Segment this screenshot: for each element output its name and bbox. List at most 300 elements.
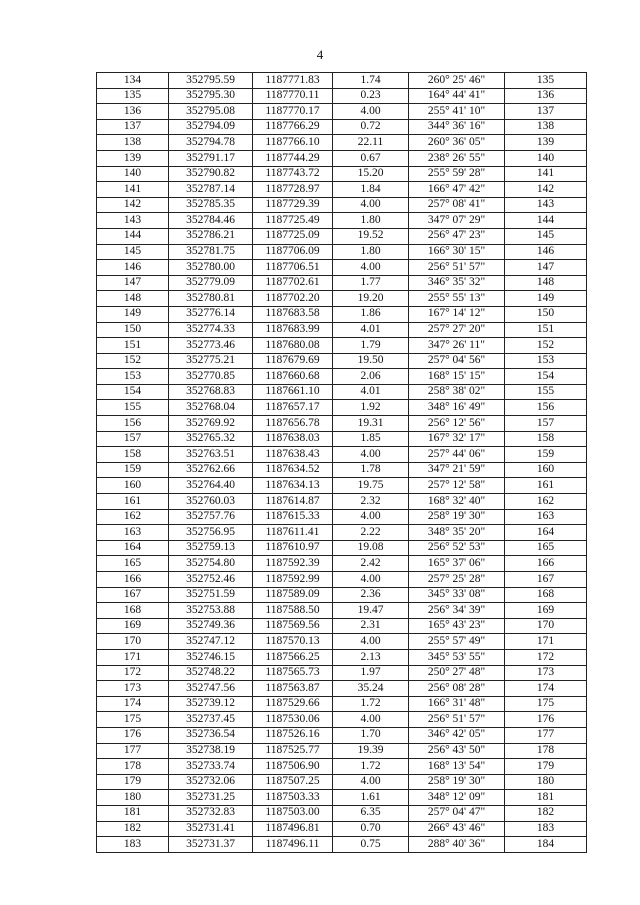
x-coordinate-cell: 352781.75 xyxy=(169,244,253,260)
distance-cell: 0.72 xyxy=(333,119,409,135)
point-number-cell: 153 xyxy=(97,369,169,385)
y-coordinate-cell: 1187679.69 xyxy=(253,353,333,369)
distance-cell: 1.78 xyxy=(333,462,409,478)
bearing-cell: 257° 44' 06" xyxy=(409,447,505,463)
next-point-cell: 144 xyxy=(505,213,587,229)
table-row xyxy=(97,104,587,120)
next-point-cell: 178 xyxy=(505,743,587,759)
table-row xyxy=(97,228,587,244)
next-point-cell: 169 xyxy=(505,603,587,619)
distance-cell: 4.01 xyxy=(333,322,409,338)
distance-cell: 6.35 xyxy=(333,805,409,821)
y-coordinate-cell: 1187503.33 xyxy=(253,790,333,806)
bearing-cell: 168° 13' 54" xyxy=(409,759,505,775)
distance-cell: 4.00 xyxy=(333,712,409,728)
bearing-cell: 346° 42' 05" xyxy=(409,727,505,743)
distance-cell: 15.20 xyxy=(333,166,409,182)
next-point-cell: 174 xyxy=(505,681,587,697)
bearing-cell: 348° 16' 49" xyxy=(409,400,505,416)
distance-cell: 4.00 xyxy=(333,447,409,463)
distance-cell: 0.75 xyxy=(333,837,409,853)
bearing-cell: 256° 51' 57" xyxy=(409,712,505,728)
table-row xyxy=(97,696,587,712)
table-row xyxy=(97,649,587,665)
point-number-cell: 169 xyxy=(97,618,169,634)
y-coordinate-cell: 1187680.08 xyxy=(253,338,333,354)
point-number-cell: 146 xyxy=(97,260,169,276)
next-point-cell: 165 xyxy=(505,540,587,556)
bearing-cell: 258° 19' 30" xyxy=(409,509,505,525)
x-coordinate-cell: 352756.95 xyxy=(169,525,253,541)
next-point-cell: 184 xyxy=(505,837,587,853)
table-row xyxy=(97,634,587,650)
point-number-cell: 180 xyxy=(97,790,169,806)
bearing-cell: 256° 43' 50" xyxy=(409,743,505,759)
table-body xyxy=(97,73,587,853)
table-row xyxy=(97,665,587,681)
table-row xyxy=(97,275,587,291)
distance-cell: 4.00 xyxy=(333,260,409,276)
x-coordinate-cell: 352753.88 xyxy=(169,603,253,619)
table-row xyxy=(97,306,587,322)
table-row xyxy=(97,197,587,213)
bearing-cell: 166° 47' 42" xyxy=(409,182,505,198)
y-coordinate-cell: 1187656.78 xyxy=(253,416,333,432)
point-number-cell: 147 xyxy=(97,275,169,291)
next-point-cell: 148 xyxy=(505,275,587,291)
y-coordinate-cell: 1187506.90 xyxy=(253,759,333,775)
x-coordinate-cell: 352773.46 xyxy=(169,338,253,354)
bearing-cell: 257° 08' 41" xyxy=(409,197,505,213)
bearing-cell: 257° 12' 58" xyxy=(409,478,505,494)
point-number-cell: 175 xyxy=(97,712,169,728)
distance-cell: 1.72 xyxy=(333,696,409,712)
table-row xyxy=(97,244,587,260)
next-point-cell: 161 xyxy=(505,478,587,494)
next-point-cell: 141 xyxy=(505,166,587,182)
table-row xyxy=(97,416,587,432)
table-row xyxy=(97,88,587,104)
x-coordinate-cell: 352751.59 xyxy=(169,587,253,603)
point-number-cell: 158 xyxy=(97,447,169,463)
next-point-cell: 162 xyxy=(505,494,587,510)
table-row xyxy=(97,213,587,229)
x-coordinate-cell: 352769.92 xyxy=(169,416,253,432)
distance-cell: 19.75 xyxy=(333,478,409,494)
distance-cell: 1.86 xyxy=(333,306,409,322)
point-number-cell: 163 xyxy=(97,525,169,541)
next-point-cell: 136 xyxy=(505,88,587,104)
distance-cell: 4.00 xyxy=(333,774,409,790)
next-point-cell: 172 xyxy=(505,649,587,665)
y-coordinate-cell: 1187683.58 xyxy=(253,306,333,322)
table-row xyxy=(97,322,587,338)
bearing-cell: 165° 37' 06" xyxy=(409,556,505,572)
bearing-cell: 347° 07' 29" xyxy=(409,213,505,229)
x-coordinate-cell: 352768.83 xyxy=(169,384,253,400)
table-row xyxy=(97,135,587,151)
point-number-cell: 138 xyxy=(97,135,169,151)
table-row xyxy=(97,774,587,790)
bearing-cell: 238° 26' 55" xyxy=(409,150,505,166)
distance-cell: 1.79 xyxy=(333,338,409,354)
point-number-cell: 161 xyxy=(97,494,169,510)
point-number-cell: 174 xyxy=(97,696,169,712)
table-row xyxy=(97,805,587,821)
coordinates-table xyxy=(96,72,587,853)
bearing-cell: 257° 04' 47" xyxy=(409,805,505,821)
next-point-cell: 138 xyxy=(505,119,587,135)
bearing-cell: 256° 52' 53" xyxy=(409,540,505,556)
next-point-cell: 158 xyxy=(505,431,587,447)
table-row xyxy=(97,182,587,198)
distance-cell: 0.70 xyxy=(333,821,409,837)
bearing-cell: 168° 32' 40" xyxy=(409,494,505,510)
x-coordinate-cell: 352775.21 xyxy=(169,353,253,369)
next-point-cell: 170 xyxy=(505,618,587,634)
next-point-cell: 135 xyxy=(505,73,587,89)
point-number-cell: 134 xyxy=(97,73,169,89)
y-coordinate-cell: 1187702.20 xyxy=(253,291,333,307)
distance-cell: 1.77 xyxy=(333,275,409,291)
next-point-cell: 157 xyxy=(505,416,587,432)
next-point-cell: 145 xyxy=(505,228,587,244)
bearing-cell: 165° 43' 23" xyxy=(409,618,505,634)
x-coordinate-cell: 352749.36 xyxy=(169,618,253,634)
x-coordinate-cell: 352731.41 xyxy=(169,821,253,837)
table-row xyxy=(97,727,587,743)
x-coordinate-cell: 352787.14 xyxy=(169,182,253,198)
table-row xyxy=(97,759,587,775)
y-coordinate-cell: 1187744.29 xyxy=(253,150,333,166)
bearing-cell: 256° 47' 23" xyxy=(409,228,505,244)
next-point-cell: 154 xyxy=(505,369,587,385)
x-coordinate-cell: 352763.51 xyxy=(169,447,253,463)
next-point-cell: 171 xyxy=(505,634,587,650)
next-point-cell: 166 xyxy=(505,556,587,572)
next-point-cell: 151 xyxy=(505,322,587,338)
point-number-cell: 137 xyxy=(97,119,169,135)
x-coordinate-cell: 352780.00 xyxy=(169,260,253,276)
distance-cell: 2.36 xyxy=(333,587,409,603)
bearing-cell: 166° 30' 15" xyxy=(409,244,505,260)
next-point-cell: 182 xyxy=(505,805,587,821)
bearing-cell: 164° 44' 41" xyxy=(409,88,505,104)
y-coordinate-cell: 1187634.13 xyxy=(253,478,333,494)
next-point-cell: 143 xyxy=(505,197,587,213)
x-coordinate-cell: 352770.85 xyxy=(169,369,253,385)
next-point-cell: 150 xyxy=(505,306,587,322)
table-row xyxy=(97,447,587,463)
next-point-cell: 147 xyxy=(505,260,587,276)
bearing-cell: 348° 35' 20" xyxy=(409,525,505,541)
y-coordinate-cell: 1187592.39 xyxy=(253,556,333,572)
table-row xyxy=(97,790,587,806)
y-coordinate-cell: 1187589.09 xyxy=(253,587,333,603)
y-coordinate-cell: 1187496.11 xyxy=(253,837,333,853)
point-number-cell: 151 xyxy=(97,338,169,354)
y-coordinate-cell: 1187615.33 xyxy=(253,509,333,525)
table-row xyxy=(97,572,587,588)
y-coordinate-cell: 1187526.16 xyxy=(253,727,333,743)
point-number-cell: 149 xyxy=(97,306,169,322)
point-number-cell: 179 xyxy=(97,774,169,790)
x-coordinate-cell: 352733.74 xyxy=(169,759,253,775)
point-number-cell: 135 xyxy=(97,88,169,104)
distance-cell: 35.24 xyxy=(333,681,409,697)
y-coordinate-cell: 1187706.09 xyxy=(253,244,333,260)
x-coordinate-cell: 352747.12 xyxy=(169,634,253,650)
next-point-cell: 155 xyxy=(505,384,587,400)
table-row xyxy=(97,462,587,478)
next-point-cell: 159 xyxy=(505,447,587,463)
point-number-cell: 176 xyxy=(97,727,169,743)
x-coordinate-cell: 352764.40 xyxy=(169,478,253,494)
x-coordinate-cell: 352737.45 xyxy=(169,712,253,728)
y-coordinate-cell: 1187725.09 xyxy=(253,228,333,244)
next-point-cell: 160 xyxy=(505,462,587,478)
distance-cell: 1.92 xyxy=(333,400,409,416)
bearing-cell: 167° 14' 12" xyxy=(409,306,505,322)
x-coordinate-cell: 352790.82 xyxy=(169,166,253,182)
bearing-cell: 255° 57' 49" xyxy=(409,634,505,650)
next-point-cell: 142 xyxy=(505,182,587,198)
next-point-cell: 180 xyxy=(505,774,587,790)
table-row xyxy=(97,494,587,510)
next-point-cell: 167 xyxy=(505,572,587,588)
distance-cell: 19.20 xyxy=(333,291,409,307)
next-point-cell: 163 xyxy=(505,509,587,525)
bearing-cell: 250° 27' 48" xyxy=(409,665,505,681)
y-coordinate-cell: 1187706.51 xyxy=(253,260,333,276)
point-number-cell: 150 xyxy=(97,322,169,338)
next-point-cell: 152 xyxy=(505,338,587,354)
distance-cell: 2.22 xyxy=(333,525,409,541)
table-row xyxy=(97,431,587,447)
table-row xyxy=(97,338,587,354)
table-row xyxy=(97,291,587,307)
table-row xyxy=(97,837,587,853)
x-coordinate-cell: 352794.78 xyxy=(169,135,253,151)
y-coordinate-cell: 1187569.56 xyxy=(253,618,333,634)
distance-cell: 2.06 xyxy=(333,369,409,385)
bearing-cell: 256° 34' 39" xyxy=(409,603,505,619)
next-point-cell: 137 xyxy=(505,104,587,120)
x-coordinate-cell: 352731.25 xyxy=(169,790,253,806)
x-coordinate-cell: 352759.13 xyxy=(169,540,253,556)
x-coordinate-cell: 352765.32 xyxy=(169,431,253,447)
point-number-cell: 143 xyxy=(97,213,169,229)
bearing-cell: 257° 27' 20" xyxy=(409,322,505,338)
table-row xyxy=(97,587,587,603)
y-coordinate-cell: 1187771.83 xyxy=(253,73,333,89)
table-row xyxy=(97,73,587,89)
point-number-cell: 164 xyxy=(97,540,169,556)
y-coordinate-cell: 1187563.87 xyxy=(253,681,333,697)
bearing-cell: 288° 40' 36" xyxy=(409,837,505,853)
y-coordinate-cell: 1187634.52 xyxy=(253,462,333,478)
distance-cell: 1.84 xyxy=(333,182,409,198)
point-number-cell: 152 xyxy=(97,353,169,369)
x-coordinate-cell: 352784.46 xyxy=(169,213,253,229)
point-number-cell: 173 xyxy=(97,681,169,697)
table-row xyxy=(97,743,587,759)
point-number-cell: 148 xyxy=(97,291,169,307)
point-number-cell: 172 xyxy=(97,665,169,681)
y-coordinate-cell: 1187503.00 xyxy=(253,805,333,821)
distance-cell: 4.00 xyxy=(333,572,409,588)
table-row xyxy=(97,478,587,494)
x-coordinate-cell: 352752.46 xyxy=(169,572,253,588)
y-coordinate-cell: 1187729.39 xyxy=(253,197,333,213)
bearing-cell: 347° 26' 11" xyxy=(409,338,505,354)
distance-cell: 4.00 xyxy=(333,104,409,120)
x-coordinate-cell: 352774.33 xyxy=(169,322,253,338)
next-point-cell: 153 xyxy=(505,353,587,369)
y-coordinate-cell: 1187614.87 xyxy=(253,494,333,510)
point-number-cell: 162 xyxy=(97,509,169,525)
distance-cell: 19.50 xyxy=(333,353,409,369)
distance-cell: 4.00 xyxy=(333,634,409,650)
x-coordinate-cell: 352738.19 xyxy=(169,743,253,759)
y-coordinate-cell: 1187766.29 xyxy=(253,119,333,135)
x-coordinate-cell: 352732.06 xyxy=(169,774,253,790)
table-row xyxy=(97,400,587,416)
next-point-cell: 177 xyxy=(505,727,587,743)
next-point-cell: 173 xyxy=(505,665,587,681)
next-point-cell: 183 xyxy=(505,821,587,837)
bearing-cell: 166° 31' 48" xyxy=(409,696,505,712)
point-number-cell: 136 xyxy=(97,104,169,120)
point-number-cell: 177 xyxy=(97,743,169,759)
bearing-cell: 348° 12' 09" xyxy=(409,790,505,806)
distance-cell: 2.13 xyxy=(333,649,409,665)
point-number-cell: 156 xyxy=(97,416,169,432)
table-row xyxy=(97,525,587,541)
y-coordinate-cell: 1187530.06 xyxy=(253,712,333,728)
point-number-cell: 171 xyxy=(97,649,169,665)
point-number-cell: 168 xyxy=(97,603,169,619)
y-coordinate-cell: 1187610.97 xyxy=(253,540,333,556)
bearing-cell: 255° 59' 28" xyxy=(409,166,505,182)
x-coordinate-cell: 352748.22 xyxy=(169,665,253,681)
point-number-cell: 165 xyxy=(97,556,169,572)
table-row xyxy=(97,119,587,135)
x-coordinate-cell: 352760.03 xyxy=(169,494,253,510)
y-coordinate-cell: 1187507.25 xyxy=(253,774,333,790)
bearing-cell: 257° 04' 56" xyxy=(409,353,505,369)
table-row xyxy=(97,618,587,634)
point-number-cell: 142 xyxy=(97,197,169,213)
y-coordinate-cell: 1187766.10 xyxy=(253,135,333,151)
point-number-cell: 145 xyxy=(97,244,169,260)
distance-cell: 19.31 xyxy=(333,416,409,432)
distance-cell: 1.80 xyxy=(333,244,409,260)
distance-cell: 4.01 xyxy=(333,384,409,400)
x-coordinate-cell: 352785.35 xyxy=(169,197,253,213)
bearing-cell: 260° 36' 05" xyxy=(409,135,505,151)
point-number-cell: 154 xyxy=(97,384,169,400)
point-number-cell: 167 xyxy=(97,587,169,603)
distance-cell: 0.23 xyxy=(333,88,409,104)
x-coordinate-cell: 352747.56 xyxy=(169,681,253,697)
point-number-cell: 160 xyxy=(97,478,169,494)
x-coordinate-cell: 352795.30 xyxy=(169,88,253,104)
distance-cell: 1.97 xyxy=(333,665,409,681)
distance-cell: 0.67 xyxy=(333,150,409,166)
next-point-cell: 181 xyxy=(505,790,587,806)
distance-cell: 1.61 xyxy=(333,790,409,806)
next-point-cell: 175 xyxy=(505,696,587,712)
table-row xyxy=(97,150,587,166)
distance-cell: 4.00 xyxy=(333,509,409,525)
page-number: 4 xyxy=(316,47,324,62)
point-number-cell: 139 xyxy=(97,150,169,166)
x-coordinate-cell: 352794.09 xyxy=(169,119,253,135)
y-coordinate-cell: 1187661.10 xyxy=(253,384,333,400)
point-number-cell: 155 xyxy=(97,400,169,416)
y-coordinate-cell: 1187728.97 xyxy=(253,182,333,198)
y-coordinate-cell: 1187592.99 xyxy=(253,572,333,588)
bearing-cell: 345° 33' 08" xyxy=(409,587,505,603)
table-row xyxy=(97,166,587,182)
bearing-cell: 266° 43' 46" xyxy=(409,821,505,837)
x-coordinate-cell: 352754.80 xyxy=(169,556,253,572)
table-row xyxy=(97,384,587,400)
point-number-cell: 170 xyxy=(97,634,169,650)
y-coordinate-cell: 1187770.17 xyxy=(253,104,333,120)
distance-cell: 19.39 xyxy=(333,743,409,759)
next-point-cell: 168 xyxy=(505,587,587,603)
point-number-cell: 157 xyxy=(97,431,169,447)
x-coordinate-cell: 352791.17 xyxy=(169,150,253,166)
table-row xyxy=(97,540,587,556)
distance-cell: 1.74 xyxy=(333,73,409,89)
distance-cell: 1.70 xyxy=(333,727,409,743)
bearing-cell: 345° 53' 55" xyxy=(409,649,505,665)
x-coordinate-cell: 352795.08 xyxy=(169,104,253,120)
y-coordinate-cell: 1187770.11 xyxy=(253,88,333,104)
table-row xyxy=(97,369,587,385)
distance-cell: 19.47 xyxy=(333,603,409,619)
point-number-cell: 141 xyxy=(97,182,169,198)
x-coordinate-cell: 352779.09 xyxy=(169,275,253,291)
next-point-cell: 140 xyxy=(505,150,587,166)
bearing-cell: 257° 25' 28" xyxy=(409,572,505,588)
x-coordinate-cell: 352780.81 xyxy=(169,291,253,307)
y-coordinate-cell: 1187702.61 xyxy=(253,275,333,291)
y-coordinate-cell: 1187588.50 xyxy=(253,603,333,619)
x-coordinate-cell: 352746.15 xyxy=(169,649,253,665)
y-coordinate-cell: 1187496.81 xyxy=(253,821,333,837)
table-row xyxy=(97,712,587,728)
bearing-cell: 256° 08' 28" xyxy=(409,681,505,697)
y-coordinate-cell: 1187725.49 xyxy=(253,213,333,229)
distance-cell: 4.00 xyxy=(333,197,409,213)
point-number-cell: 140 xyxy=(97,166,169,182)
next-point-cell: 156 xyxy=(505,400,587,416)
point-number-cell: 178 xyxy=(97,759,169,775)
x-coordinate-cell: 352795.59 xyxy=(169,73,253,89)
y-coordinate-cell: 1187743.72 xyxy=(253,166,333,182)
table-row xyxy=(97,681,587,697)
bearing-cell: 344° 36' 16" xyxy=(409,119,505,135)
table-row xyxy=(97,353,587,369)
bearing-cell: 168° 15' 15" xyxy=(409,369,505,385)
next-point-cell: 164 xyxy=(505,525,587,541)
x-coordinate-cell: 352739.12 xyxy=(169,696,253,712)
y-coordinate-cell: 1187683.99 xyxy=(253,322,333,338)
